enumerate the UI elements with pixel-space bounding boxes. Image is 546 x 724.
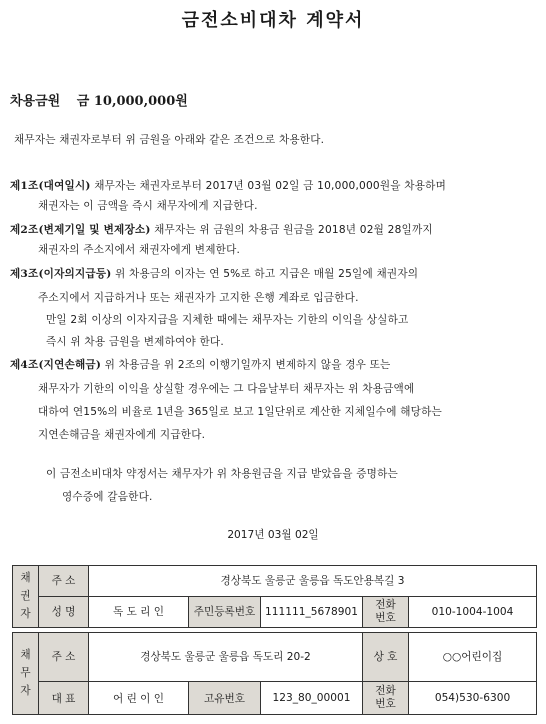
article-3-text-1: 위 차용금의 이자는 연 5%로 하고 지급은 매월 25일에 채권자의	[115, 268, 419, 280]
debtor-rep: 어 린 이 인	[89, 682, 189, 715]
article-4-heading: 제4조(지연손해금)	[10, 359, 102, 371]
creditor-role-label: 채권자	[20, 572, 31, 621]
debtor-role-label: 채무자	[20, 649, 31, 698]
creditor-id: 111111_5678901	[261, 596, 363, 627]
article-1-text-1: 채무자는 채권자로부터 2017년 03월 02일 금 10,000,000원을 차용하며	[94, 180, 447, 192]
creditor-id-label: 주민등록번호	[189, 596, 261, 627]
creditor-address: 경상북도 울릉군 울릉읍 독도안용복길 3	[89, 566, 537, 597]
article-4-line-4: 지연손해금을 채권자에게 지급한다.	[38, 429, 206, 441]
article-3-line-1	[10, 266, 418, 281]
article-3-line-3: 만일 2회 이상의 이자지급을 지체한 때에는 채무자는 기한의 이익을 상실하고	[46, 314, 409, 326]
debtor-phone-label-text: 전화번호	[375, 685, 396, 711]
article-3-heading: 제3조(이자의지급등)	[10, 268, 112, 280]
parties-table	[12, 565, 537, 715]
document-title: 금전소비대차 계약서	[181, 10, 365, 31]
article-2-heading: 제2조(변제기일 및 변제장소)	[10, 224, 151, 236]
debtor-id-label: 고유번호	[189, 682, 261, 715]
closing-line-1: 이 금전소비대차 약정서는 채무자가 위 차용원금을 지급 받았음을 증명하는	[46, 468, 398, 480]
creditor-name: 독 도 리 인	[89, 596, 189, 627]
article-3-line-4: 즉시 위 차용 금원을 변제하여야 한다.	[46, 336, 224, 348]
debtor-biz-label: 상 호	[363, 632, 409, 681]
creditor-role	[13, 566, 39, 628]
article-4-line-1	[10, 357, 391, 372]
article-3-line-2: 주소지에서 지급하거나 또는 채권자가 고지한 은행 계좌로 입금한다.	[38, 292, 359, 304]
creditor-phone-label	[363, 596, 409, 627]
debtor-phone-label	[363, 682, 409, 715]
article-1-line-2: 채권자는 이 금액을 즉시 채무자에게 지급한다.	[38, 200, 258, 212]
debtor-role	[13, 632, 39, 714]
closing-line-2: 영수증에 갈음한다.	[62, 491, 153, 503]
loan-amount	[10, 90, 200, 109]
creditor-phone: 010-1004-1004	[409, 596, 537, 627]
article-2-line-2: 채권자의 주소지에서 채권자에게 변제한다.	[38, 244, 241, 256]
debtor-address: 경상북도 울릉군 울릉읍 독도리 20-2	[89, 632, 363, 681]
creditor-phone-label-text: 전화번호	[375, 598, 396, 624]
loan-amount-label: 차용금원	[10, 94, 61, 109]
intro-text: 채무자는 채권자로부터 위 금원을 아래와 같은 조건으로 차용한다.	[14, 134, 325, 146]
debtor-id: 123_80_00001	[261, 682, 363, 715]
article-4-text-1: 위 차용금을 위 2조의 이행기일까지 변제하지 않을 경우 또는	[104, 359, 391, 371]
article-1-heading: 제1조(대여일시)	[10, 180, 91, 192]
article-4-line-2: 채무자가 기한의 이익을 상실할 경우에는 그 다음날부터 채무자는 위 차용금액에	[38, 383, 415, 395]
article-1-line-1	[10, 178, 446, 193]
creditor-name-label: 성 명	[39, 596, 89, 627]
creditor-address-label: 주 소	[39, 566, 89, 597]
debtor-biz: ○○어린이집	[409, 632, 537, 681]
debtor-address-label: 주 소	[39, 632, 89, 681]
article-2-text-1: 채무자는 위 금원의 차용금 원금을 2018년 02월 28일까지	[154, 224, 433, 236]
debtor-phone: 054)530-6300	[409, 682, 537, 715]
article-4-line-3: 대하여 연15%의 비율로 1년을 365일로 보고 1일단위로 계산한 지체일수에 해당하는	[38, 406, 442, 418]
contract-date: 2017년 03월 02일	[227, 529, 319, 541]
article-2-line-1	[10, 222, 433, 237]
debtor-rep-label: 대 표	[39, 682, 89, 715]
loan-amount-value: 금 10,000,000원	[76, 94, 188, 109]
